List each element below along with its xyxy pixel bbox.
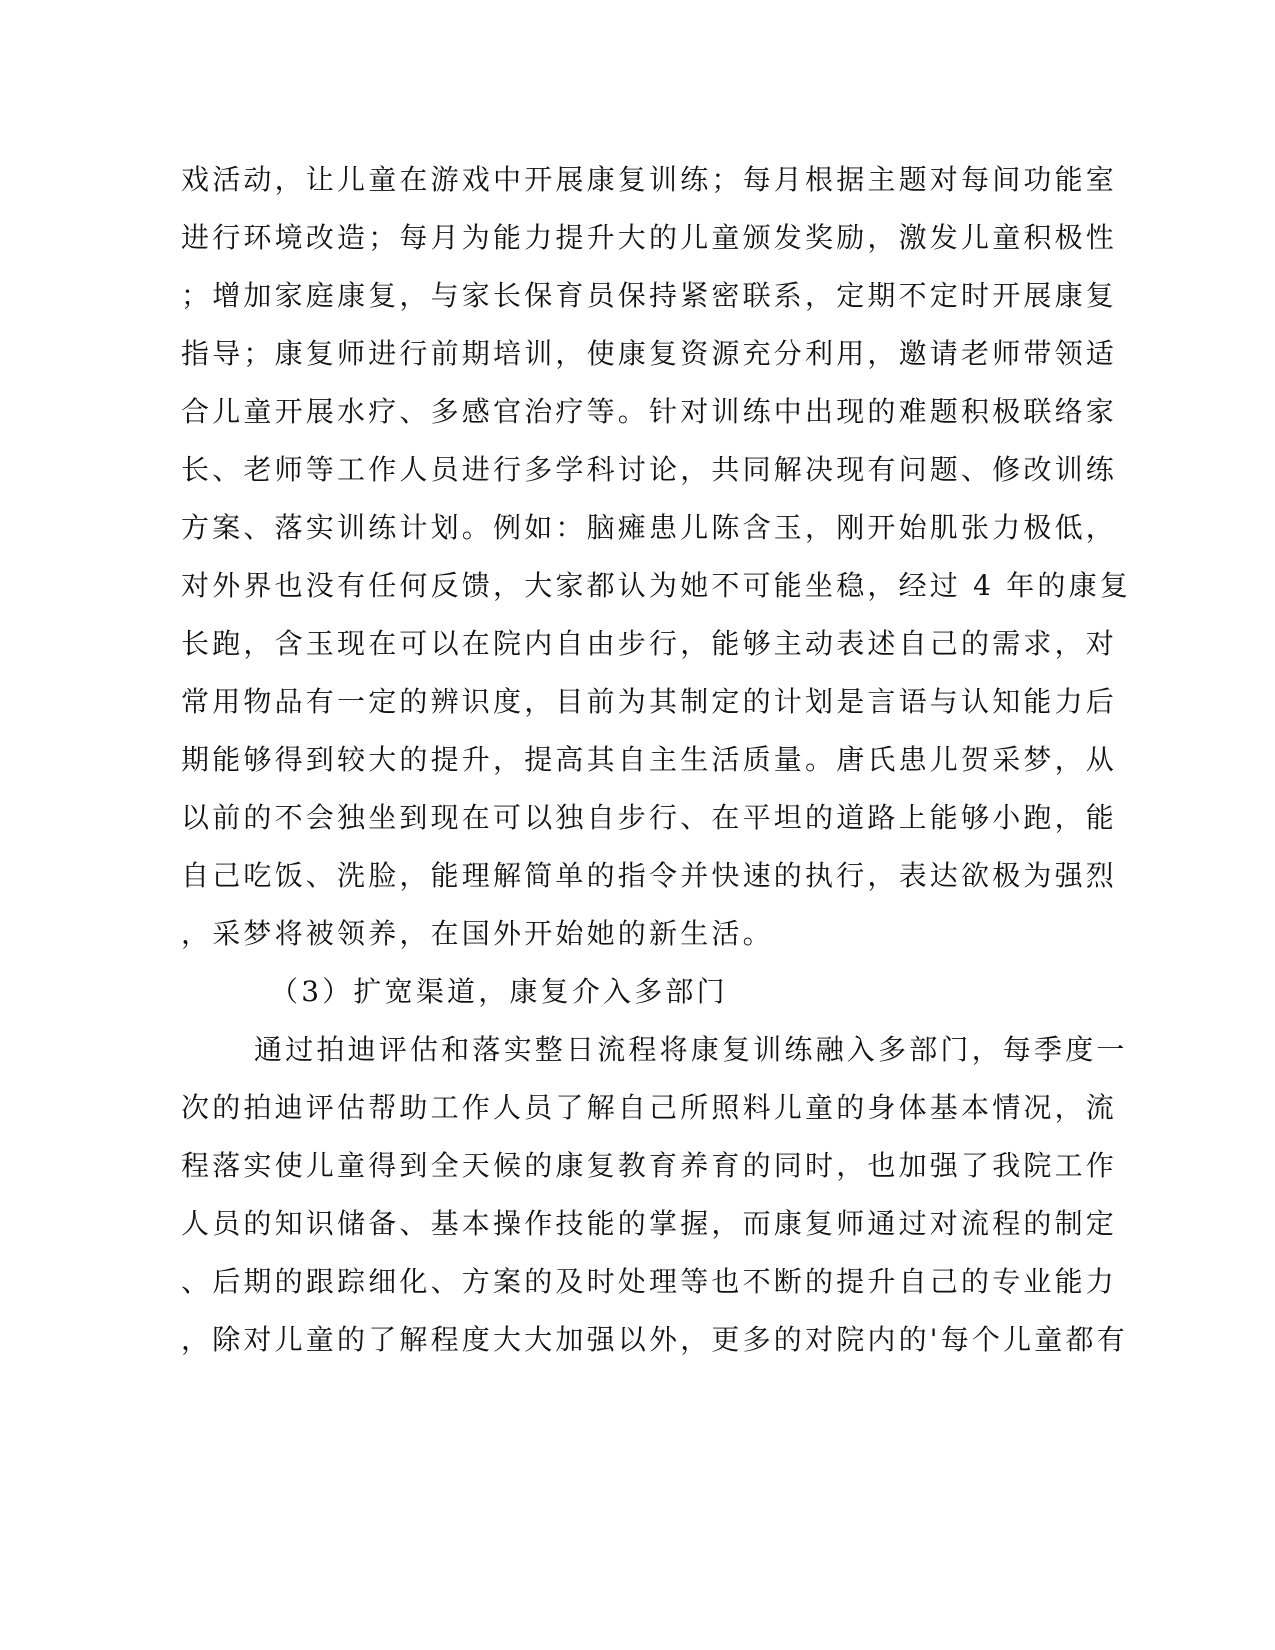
paragraph-line: 指导；康复师进行前期培训，使康复资源充分利用，邀请老师带领适	[181, 337, 1118, 370]
paragraph-line: 次的拍迪评估帮助工作人员了解自己所照料儿童的身体基本情况，流	[181, 1091, 1118, 1124]
paragraph-line: 自己吃饭、洗脸，能理解简单的指令并快速的执行，表达欲极为强烈	[181, 859, 1118, 892]
paragraph-line: 通过拍迪评估和落实整日流程将康复训练融入多部门，每季度一	[254, 1033, 1128, 1066]
paragraph-line: 、后期的跟踪细化、方案的及时处理等也不断的提升自己的专业能力	[181, 1265, 1118, 1298]
paragraph-line: ，采梦将被领养，在国外开始她的新生活。	[181, 917, 774, 950]
paragraph-line: 长跑，含玉现在可以在院内自由步行，能够主动表述自己的需求，对	[181, 627, 1118, 660]
paragraph-line: ，除对儿童的了解程度大大加强以外，更多的对院内的'每个儿童都有	[181, 1323, 1128, 1356]
paragraph-line: 对外界也没有任何反馈，大家都认为她不可能坐稳，经过 4 年的康复	[181, 569, 1132, 602]
paragraph-line: 期能够得到较大的提升，提高其自主生活质量。唐氏患儿贺采梦，从	[181, 743, 1118, 776]
paragraph-line: ；增加家庭康复，与家长保育员保持紧密联系，定期不定时开展康复	[181, 279, 1118, 312]
section-heading: （3）扩宽渠道，康复介入多部门	[270, 975, 728, 1008]
paragraph-line: 人员的知识储备、基本操作技能的掌握，而康复师通过对流程的制定	[181, 1207, 1118, 1240]
paragraph-line: 进行环境改造；每月为能力提升大的儿童颁发奖励，激发儿童积极性	[181, 221, 1118, 254]
paragraph-line: 合儿童开展水疗、多感官治疗等。针对训练中出现的难题积极联络家	[181, 395, 1118, 428]
paragraph-line: 程落实使儿童得到全天候的康复教育养育的同时，也加强了我院工作	[181, 1149, 1118, 1182]
paragraph-line: 常用物品有一定的辨识度，目前为其制定的计划是言语与认知能力后	[181, 685, 1118, 718]
paragraph-line: 长、老师等工作人员进行多学科讨论，共同解决现有问题、修改训练	[181, 453, 1118, 486]
paragraph-line: 方案、落实训练计划。例如：脑瘫患儿陈含玉，刚开始肌张力极低，	[181, 511, 1118, 544]
paragraph-line: 戏活动，让儿童在游戏中开展康复训练；每月根据主题对每间功能室	[181, 163, 1118, 196]
paragraph-line: 以前的不会独坐到现在可以独自步行、在平坦的道路上能够小跑，能	[181, 801, 1118, 834]
